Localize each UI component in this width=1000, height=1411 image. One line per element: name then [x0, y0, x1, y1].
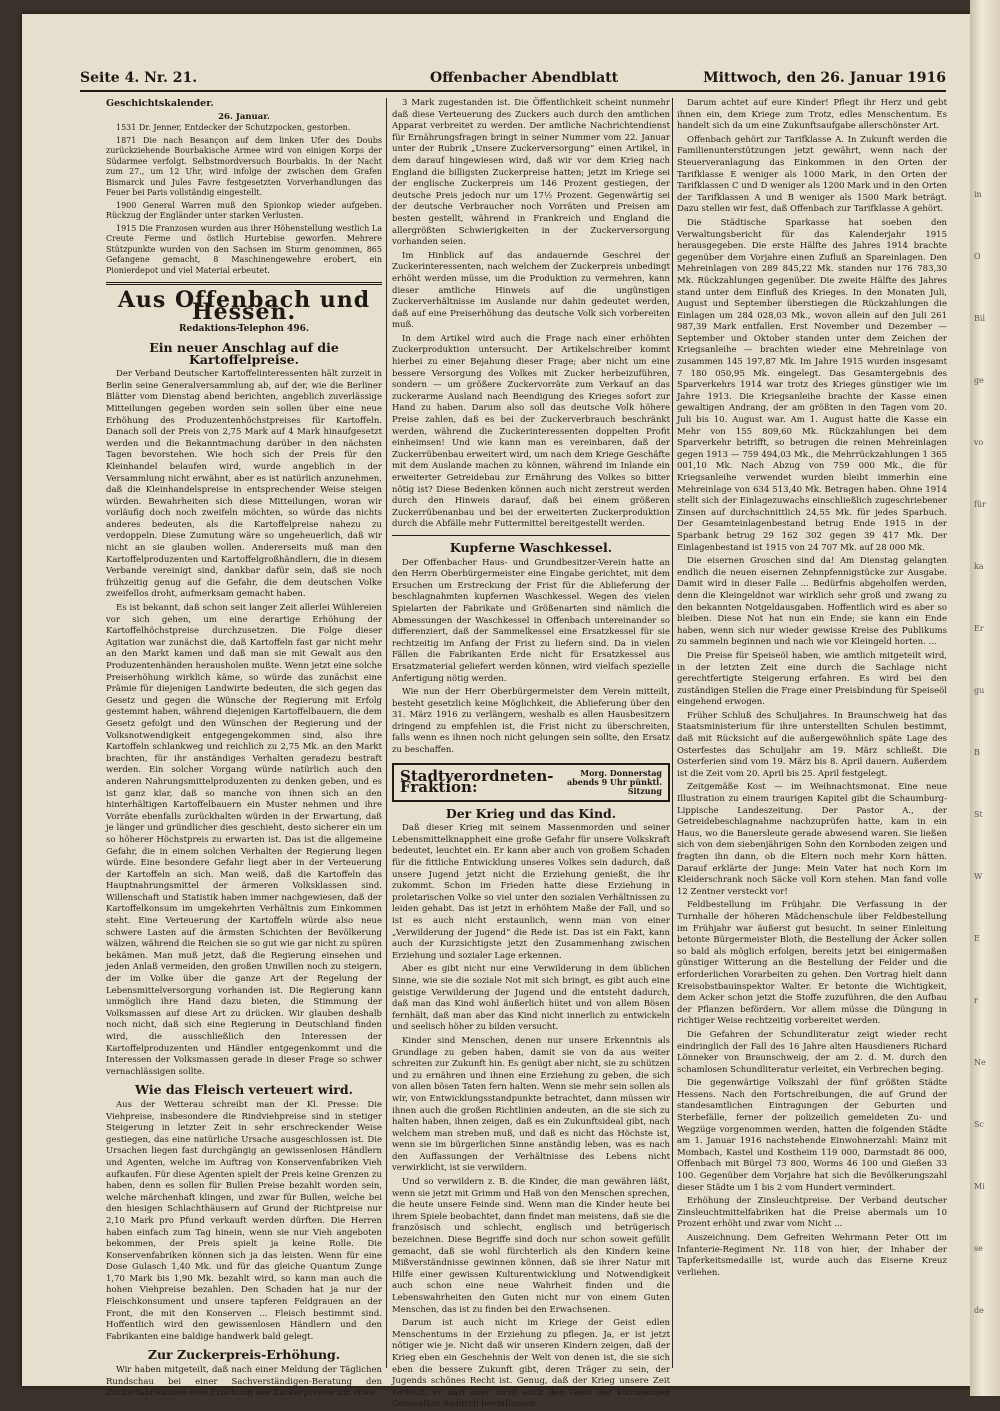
paragraph: Wir haben mitgeteilt, daß nach einer Meldung der Täglichen Rundschau bei einer Sachverständigen-Beratung den Zuckerfabrikanten eine Erhöhung des Zuckerpreises um etwa	[106, 1365, 382, 1399]
paragraph: Wie nun der Herr Oberbürgermeister dem Verein mitteilt, besteht gesetzlich keine Möglichkeit, die Ablieferung über den 31. März 1916 zu verlängern, weshalb es allen Hausbesitzern dringend zu empfehlen ist, die Frist nicht zu überschreiten, falls wenn es ihnen noch nicht gelungen sein sollte, den Ersatz zu beschaffen.	[392, 687, 670, 756]
spine-fragment: de	[974, 1306, 984, 1315]
paragraph: Die eisernen Groschen sind da! Am Dienstag gelangten endlich die neuen eisernen Zehnpfennigstücke zur Ausgabe. Damit wird in dieser Falle ... Bedürfnis abgeholfen werden, denn die Kleingeldnot war wirklich sehr groß und zwang zu den bekannten Notgeldausgaben. Hoffentlich wird es aber so bleiben. Diese Not hat nun ein Ende; sie kann ein Ende haben, wenn sich nur wieder gewisse Kreise des Publikums zu sammeln beginnen und nach wie vor Kleingeld horten. ...	[677, 556, 947, 648]
spine-fragment: ka	[974, 562, 984, 571]
spine-fragment: St	[974, 810, 983, 819]
article-body	[677, 98, 947, 1279]
spine-fragment: Mi	[974, 1182, 985, 1191]
spine-fragment: ge	[974, 376, 984, 385]
column-right	[677, 98, 947, 1368]
paragraph: 1915 Die Franzosen wurden aus ihrer Höhenstellung westlich La Creute Ferme und östlich Hurtebise geworfen. Mehrere Stützpunkte wurden von den Sachsen im Sturm genommen, 865 Gefangene gemacht, 8 Maschinengewehre erobert, ein Pionierdepot und viel Material erbeutet.	[106, 223, 382, 275]
paragraph: Und so verwildern z. B. die Kinder, die man gewähren läßt, wenn sie jetzt mit Grimm und Haß von den Menschen sprechen, die heute unsere Feinde sind. Wenn man die Kinder heute bei ihrem Spiele beobachtet, dann findet man meistens, daß sie die französisch und schlecht, englisch und betrügerisch bezeichnen. Diese Begriffe sind doch nur schon soweit gefüllt gemacht, daß sie wohl fürchterlich als den Kindern keine Mißverständnisse gewinnen können, daß sie ihrer Natur mit Hilfe einer gewissen Kulturentwicklung und Notwendigkeit auch schon eine neue Wahrheit finden und die Lebenswahrheiten den Guten nicht nur von einem Guten Menschen, das ist zu finden bei den Erwachsenen.	[392, 1177, 670, 1315]
paragraph: Die Preise für Speiseöl haben, wie amtlich mitgeteilt wird, in der letzten Zeit eine durch die Sachlage nicht gerechtfertigte Steigerung erfahren. Es wird bei den zuständigen Stellen die Frage einer Preisbindung für Speiseöl eingehend erwogen.	[677, 650, 947, 708]
announcement-note: Morg. Donnerstag abends 9 Uhr pünktl. Sitzung	[567, 767, 662, 796]
section-title: Aus Offenbach und Hessen.	[117, 287, 371, 325]
paragraph: Der Offenbacher Haus- und Grundbesitzer-Verein hatte an den Herrn Oberbürgermeister eine Eingabe gerichtet, mit dem Ersuchen um Erstreckung der Frist für die Ablieferung der beschlagnahmten kupfernen Waschkessel. Wegen des vielen Spielarten der Fabrikate und Größenarten sind nämlich die Abmessungen der Waschkessel in Offenbach untereinander so differenziert, daß der Sammelkessel eine Ersatzkessel für sie rechtzeitig im Anfang der Frist zu liefern sind. Da in vielen Fällen die Fabrikanten Erde nicht für Ersatzkessel aus Ersatzmaterial geliefert werden können, wird vielfach spezielle Anfertigung nötig werden.	[392, 557, 670, 684]
article-body	[392, 558, 670, 757]
spine-fragment: Sc	[974, 1120, 984, 1129]
kalender-date: 26. Januar.	[218, 111, 270, 122]
newspaper-name: Offenbacher Abendblatt	[430, 70, 619, 86]
article-body	[106, 1100, 382, 1343]
adjacent-page-edge	[970, 0, 1000, 1396]
article-body	[106, 369, 382, 1078]
paragraph: 3 Mark zugestanden ist. Die Öffentlichkeit scheint nunmehr daß diese Verteuerung des Zuckers auch durch den amtlichen Apparat verbreitet zu werden. Der amtliche Nachrichtendienst für Ernährungsfragen bringt in seiner Nummer vom 22. Januar unter der Rubrik „Unsere Zuckerversorgung“ einen Artikel, in dem darauf hingewiesen wird, daß wir vor dem Krieg nach England die billigsten Zuckerpreise hatten; jetzt im Kriege sei der englische Zuckerpreis um 146 Prozent gestiegen, der deutsche Preis jedoch nur um 17½ Prozent. Gegenwärtig sei der deutsche Verbraucher noch Vorräten und Preisen am besten gestellt, während in Frankreich und England die allergrößten Schwierigkeiten in der Zuckerversorgung vorhanden seien.	[392, 98, 670, 248]
article-body	[106, 1365, 382, 1400]
paragraph: Die Gefahren der Schundliteratur zeigt wieder recht eindringlich der Fall des 16 Jahre alten Hausdieners Richard Lönneker von Braunschweig, der am 2. d. M. durch den schamlosen Schundliteratur verleitet, ein Verbrechen beging.	[677, 1029, 947, 1075]
spine-fragment: in	[974, 190, 982, 199]
spine-fragment: W	[974, 872, 983, 881]
kalender-list	[106, 123, 382, 276]
paragraph: Zeitgemäße Kost — im Weihnachtsmonat. Eine neue Illustration zu einem traurigen Kapitel gibt die Schaumburg-Lippische Landeszeitung. Der Pastor A., der Getreidebeschlagnahme nachzuprüfen hatte, kam in ein Haus, wo die Bauersleute gerade abwesend waren. Sie ließen sich von dem siebenjährigen Sohn den Kornboden zeigen und fragten ihn dann, ob die Eltern noch mehr Korn hätten. Darauf erklärte der Junge: Mein Vater hat noch Korn im Kleiderschrank noch Säcke voll Korn stehen. Man fand volle 12 Zentner versteckt vor!	[677, 782, 947, 897]
paragraph: Aus der Wetterau schreibt man der Kl. Presse: Die Viehpreise, insbesondere die Rindviehpreise sind in stetiger Steigerung in letzter Zeit in sehr erschreckender Weise gestiegen, das eine natürliche Ursache ausgeschlossen ist. Die Ursachen liegen fast durchgängig an gewissenlosen Händlern und Agenten, welche im Auftrag von Konservenfabriken Vieh aufkaufen. Für diese Agenten spielt der Preis keine Grenzen zu haben, denn es sollen für Bullen Preise bezahlt worden sein, welche märchenhaft klingen, und zwar für Bullen, welche bei den hiesigen Schlachthäusern auf Grund der Richtpreise nur 2,10 Mark pro Pfund verkauft werden dürften. Die Herren haben einfach zum Tag hinein, wenn sie nur Vieh angeboten bekommen, der Preis spielt ja keine Rolle. Die Konservenfabriken können sich ja das leisten. Wenn für eine Dose Gulasch 1,40 Mk. und für das gleiche Quantum Zunge 1,70 Mark bis 1,90 Mk. bezahlt wird, so kann man auch die hohen Viehpreise bezahlen. Den Schaden hat ja nur der Fleischkonsument und unsere tapferen Feldgrauen an der Front, die mit den Konserven ... Fleisch bestimmt sind. Hoffentlich wird den gewissenlosen Händlern und den Fabrikanten eine baldige handwerk bald gelegt.	[106, 1099, 382, 1342]
spine-fragment: E	[974, 934, 980, 943]
paragraph: Auszeichnung. Dem Gefreiten Wehrmann Peter Ott im Infanterie-Regiment Nr. 118 von hier, der Inhaber der Tapferkeitsmedaille ist, wurde auch das Eiserne Kreuz verliehen.	[677, 1233, 947, 1278]
spine-fragment: Er	[974, 624, 984, 633]
spine-fragment: r	[974, 996, 978, 1005]
article-title: Ein neuer Anschlag auf die Kartoffelpreise.	[149, 339, 339, 367]
paragraph: Erhöhung der Zinsleuchtpreise. Der Verband deutscher Zinsleuchtmittelfabriken hat die Preise abermals um 10 Prozent erhöht und zwar vom Nicht ...	[677, 1196, 947, 1230]
spine-fragment: B	[974, 748, 980, 757]
divider	[392, 535, 670, 536]
paragraph: Feldbestellung im Frühjahr. Die Verfassung in der Turnhalle der höheren Mädchenschule über Feldbestellung im Frühjahr war äußerst gut besucht. In seiner Einleitung betonte Bürgermeister Bloth, die Bestellung der Äcker sollen so bald als möglich erfolgen, bereits jetzt bei einigermaßen günstiger Witterung an die Bestellung der Felder und die erforderlichen Vorarbeiten zu gehen. Den Vortrag hielt dann Kreisobstbauinspektor Walter. Er betonte die Wichtigkeit, dem Acker schon jetzt die Stoffe zuzuführen, die den Aufbau der Pflanzen befördern. Vor allem müsse die Düngung in richtiger Weise rechtzeitig vorbereitet werden.	[677, 900, 947, 1027]
paragraph: In dem Artikel wird auch die Frage nach einer erhöhten Zuckerproduktion untersucht. Der Artikelschreiber kommt hierbei zu einer Bejahung dieser Frage; aber nicht um eine bessere Versorgung des Volkes mit Zucker herbeizuführen, sondern — um größere Zuckervorräte zum Verkauf an das zuckerarme Ausland nach Beendigung des Krieges sofort zur Hand zu haben. Darum also soll das deutsche Volk höhere Preise zahlen, daß es bei der Zuckerverbrauch beschränkt werden, während die Zuckerinteressenten doppelten Profit einheimsen! Und wie kann man es vereinbaren, daß der Zuckerrübenbau erweitert wird, um nach dem Kriege Geschäfte mit dem Auslande machen zu können, während im Inlande ein erweiterter Getreidebau zur Ernährung des Volkes so bitter nötig ist? Diese Bedenken können auch nicht zerstreut werden durch den Hinweis darauf, daß bei einem größeren Zuckerrübenanbau und bei der erweiterten Zuckerproduktion durch die Abfälle mehr Futtermittel bereitgestellt werden.	[392, 333, 670, 530]
page-number: Seite 4. Nr. 21.	[80, 70, 198, 86]
paragraph: Die gegenwärtige Volkszahl der fünf größten Städte Hessens. Nach den Fortschreibungen, die auf Grund der standesamtlichen Eintragungen der Geburten und Sterbefälle, ferner der polizeilich gemeldeten Zu- und Wegzüge vorgenommen werden, hatten die folgenden Städte am 1. Januar 1916 nachstehende Einwohnerzahl: Mainz mit Mombach, Kastel und Kostheim 119 000, Darmstadt 86 000, Offenbach mit Bürgel 73 800, Worms 46 100 und Gießen 33 100. Gegenüber dem Vorjahre hat sich die Bevölkerungszahl dieser Städte um 1 bis 2 vom Hundert vermindert.	[677, 1078, 947, 1193]
article-body	[392, 823, 670, 1411]
redaktions-telefon: Redaktions-Telephon 496.	[179, 324, 309, 335]
announcement-title: Stadtverordneten-Fraktion:	[400, 766, 554, 797]
paragraph: 1531 Dr. Jenner, Entdecker der Schutzpocken, gestorben.	[116, 123, 351, 133]
article-body	[392, 98, 670, 531]
spine-fragment: O	[974, 252, 981, 261]
spine-fragment: vo	[974, 438, 984, 447]
spine-fragment: für	[974, 500, 986, 509]
column-left	[106, 98, 382, 1399]
paragraph: Im Hinblick auf das andauernde Geschrei der Zuckerinteressenten, nach welchem der Zuckerpreis unbedingt erhöht werden müsse, um die Produktion zu vermehren, kann dieser amtliche Hinweis auf die ungünstigen Zuckerverhältnisse im Auslande nur dahin gedeutet werden, daß auf eine Preiserhöhung das deutsche Volk sich vorbereiten muß.	[392, 250, 670, 331]
paragraph: Aber es gibt nicht nur eine Verwilderung in dem üblichen Sinne, wie sie die soziale Not mit sich bringt, es gibt auch eine geistige Verwilderung der Jugend und die entsteht dadurch, daß man das Kind wohl äußerlich hütet und von allem Bösen fernhält, daß man aber das Kind nicht innerlich zu entwickeln und seelisch höher zu bilden versucht.	[392, 964, 670, 1033]
spine-fragment: Ne	[974, 1058, 986, 1067]
spine-fragment: gu	[974, 686, 985, 695]
column-rule	[672, 98, 673, 1368]
article-title: Der Krieg und das Kind.	[445, 805, 617, 821]
article-title: Kupferne Waschkessel.	[449, 539, 613, 555]
spine-fragment: Bil	[974, 314, 985, 323]
paragraph: Die Städtische Sparkasse hat soeben den Verwaltungsbericht für das Kalenderjahr 1915 herausgegeben. Die erste Hälfte des Jahres 1914 brachte gegenüber dem Vorjahre einen Zufluß an Spareinlagen. Den Mehreinlagen von 289 845,22 Mk. standen nur 176 783,30 Mk. Rückzahlungen gegenüber. Die zweite Hälfte des Jahres stand unter dem Einfluß des Krieges. In den Monaten Juli, August und September überstiegen die Rückzahlungen die Einlagen um 284 028,03 Mk., wovon allein auf den Juli 261 987,39 Mark entfallen. Erst November und Dezember — September und Oktober standen unter dem Zeichen der Kriegsanleihe — brachten wieder eine Mehreinlage von zusammen 145 197,87 Mk. Im Jahre 1915 wurden insgesamt 7 180 050,95 Mk. eingelegt. Das Gesamtergebnis des Sparverkehrs 1914 war trotz des Krieges günstiger wie im Jahre 1913. Die Kriegsanleihe brachte der Kasse einen gewaltigen Andrang, der am größten in den Tagen vom 20. Juli bis 10. August war. Am 1. August hatte die Kasse ein Mehr von 155 809,60 Mk. Rückzahlungen bei dem Sparverkehr betrifft, so betrugen die reinen Mehreinlagen gegen 1913 — 759 494,03 Mk., die Mehrrückzahlungen 1 365 001,10 Mk. Nach Abzug von 759 000 Mk., die für Kriegsanleihe verwendet wurden bleibt immerhin eine Mehreinlage von 634 513,40 Mk. Betragen haben. Ohne 1914 stellt sich der Einlagezuwachs einschließlich zugeschriebener Zinsen auf durchschnittlich 24,55 Mk. für jedes Sparbuch. Der Gesamteinlagenbestand betrug Ende 1915 in der Sparbank betrug 29 162 302 gegen 39 417 Mk. Der Einlagenbestand ist 1915 von 24 707 Mk. auf 28 000 Mk.	[677, 217, 947, 553]
issue-date: Mittwoch, den 26. Januar 1916	[703, 70, 946, 86]
paragraph: Früher Schluß des Schuljahres. In Braunschweig hat das Staatsministerium für ihre unterstellten Schulen bestimmt, daß mit Rücksicht auf die außergewöhnlich späte Lage des Osterfestes das Schuljahr am 19. März schließt. Die Osterferien sind vom 19. März bis 8. April dauern. Außerdem ist die Zeit vom 20. April bis 25. April festgelegt.	[677, 710, 947, 779]
paragraph: Der Verband Deutscher Kartoffelinteressenten hält zurzeit in Berlin seine Generalversammlung ab, auf der, wie die Berliner Blätter vom Dienstag abend berichten, angeblich zuverlässige Mitteilungen gegeben worden sein sollen über eine neue Erhöhung des Produzentenhöchstpreises für Kartoffeln. Danach soll der Preis von 2,75 Mark auf 4 Mark hinaufgesetzt werden und die Bekanntmachung darüber in den nächsten Tagen bevorstehen. Wie hoch sich der Preis für den Kleinhandel belaufen wird, wurde angeblich in der Versammlung nicht erwähnt, aber es ist natürlich anzunehmen, daß die Kleinhandelspreise in entsprechender Weise steigen würden. Bewahrheiten sich diese Mitteilungen, woran wir vorläufig doch noch zweifeln möchten, so würde das nichts anderes bedeuten, als die Kartoffelpreise nahezu zu verdoppeln. Diese Zumutung wäre so ungeheuerlich, daß wir nicht an sie glauben wollen. Andererseits muß man den Kartoffelproduzenten und Kartoffelgroßhändlern, die in diesem Verbande vereinigt sind, dankbar dafür sein, daß sie noch frühzeitig genug auf die Gefahr, die dem deutschen Volke zweifellos droht, aufmerksam gemacht haben.	[106, 369, 382, 600]
column-rule	[386, 98, 387, 1368]
spine-fragment: se	[974, 1244, 983, 1253]
divider	[106, 282, 382, 285]
paragraph: 1900 General Warren muß den Spionkop wieder aufgeben. Rückzug der Engländer unter starken Verlusten.	[106, 200, 382, 221]
paragraph: 1871 Die nach Besançon auf dem linken Ufer des Doubs zurückziehende Bourbakische Armee wird von einigen Korps der Südarmee verfolgt. Selbstmordversuch Bourbakis. In der Nacht zum 27., um 12 Uhr, wird infolge der zwischen dem Grafen Bismarck und Jules Favre festgesetzten Vorverhandlungen das Feuer bei Paris vollständig eingestellt.	[106, 135, 382, 198]
paragraph: Kinder sind Menschen, denen nur unsere Erkenntnis als Grundlage zu geben haben, damit sie von da aus weiter schreiten zur Zukunft hin. Es genügt aber nicht, sie zu schützen und zu ernähren und ihnen eine Erziehung zu geben, die sich von allen bösen Taten fern halten. Wenn sie mehr sein sollen als wir, von Entwicklungsstandpunkte betrachtet, dann müssen wir ihnen auch die großen Richtlinien andeuten, an die sie sich zu halten haben, ihnen zeigen, daß es ein Zukunftsideal gibt, nach welchem man streben muß, und daß es nicht das Höchste ist, wenn sie im bürgerlichen Sinne anständig leben, was es nach den Auffassungen der Verhältnisse des Lebens nicht verwirklicht, ist sie verwildern.	[392, 1035, 670, 1174]
article-title: Zur Zuckerpreis-Erhöhung.	[147, 1347, 341, 1363]
paragraph: Darum achtet auf eure Kinder! Pflegt ihr Herz und gebt ihnen ein, dem Kriege zum Trotz, edles Menschentum. Es handelt sich da um eine Zukunftsaufgabe allerschönster Art.	[677, 98, 947, 132]
paragraph: Darum ist auch nicht im Kriege der Geist edlen Menschentums in der Erziehung zu pflegen. Ja, er ist jetzt nötiger wie je. Nicht daß wir unseren Kindern zeigen, daß der Krieg eben ein Geschehnis der Welt von denen ist, die sie sich eben die bessere Zukunft gibt, deren Träger zu sein, der Jugends schönes Recht ist. Genug, daß der Krieg unsere Zeit zerfetzt, er darf aber nicht auch den Geist der kommenden Generation dadurch beeinflussen.	[392, 1318, 670, 1410]
article-title: Wie das Fleisch verteuert wird.	[135, 1082, 353, 1098]
newspaper-page	[22, 14, 970, 1410]
page-header	[80, 68, 946, 92]
column-middle	[392, 98, 670, 1410]
paragraph: Es ist bekannt, daß schon seit langer Zeit allerlei Wühlereien vor sich gehen, um eine derartige Erhöhung der Kartoffelhöchstpreise durchzusetzen. Die Folge dieser Agitation war zunächst die, daß Kartoffeln fast gar nicht mehr an den Markt kamen und daß man sie mit Gewalt aus den Produzentenhänden herausholen mußte. Wenn jetzt eine solche Preiserhöhung wirklich käme, so würde das zunächst eine Prämie für diejenigen Landwirte bedeuten, die sich gegen das Gesetz und gegen die Wünsche der Regierung mit Erfolg gestemmt haben, während diejenigen Kartoffelbauern, die dem Gesetz gefolgt und den Wünschen der Regierung und der Volksnotwendigkeit entgegengekommen sind, also ihre Kartoffeln schlankweg und reichlich zu 2,75 Mk. an den Markt brachten, für ihr anständiges Verhalten geradezu bestraft werden. Ein solcher Vorgang würde natürlich auch den anderen Nahrungsmittelproduzenten zu denken geben, und es ist ganz klar, daß so manche von ihnen sich an den hinterhältigen Kartoffelbauern ein Muster nehmen und ihre Vorräte ebenfalls zurückhalten würden in der Erwartung, daß je länger und gründlicher dies geschieht, desto sicherer ein um so höherer Höchstpreis zu erwarten ist. Das ist die allgemeine Gefahr, die in einem solchen Verhalten der Regierung liegen würde. Eine besondere Gefahr liegt aber in der Verteuerung der Kartoffeln an sich. Man weiß, daß die Kartoffeln das Hauptnahrungsmittel der ärmeren Volksklassen sind. Willenschaft und Statistik haben immer nachgewiesen, daß der Kartoffelkonsum im umgekehrten Verhältnis zum Einkommen steht. Eine Verteuerung der Kartoffeln würde also neue schwere Lasten auf die ärmsten Schichten der Bevölkerung wälzen, während die Reichen sie so gut wie gar nicht zu spüren bekämen. Man muß jetzt, daß die Regierung einsehen und jeden Anlaß vermeiden, den großen Unwillen noch zu steigern, der im Volke über die ganze Art der Regelung der Lebensmittelversorgung vorhanden ist. Die Regierung kann unmöglich ihre Hand dazu bieten, die Stimmung der Volksmassen auf diese Art zu drücken. Wir glauben deshalb noch nicht, daß sich eine Regierung in Deutschland finden wird, die ausschließlich den Interessen der Kartoffelproduzenten und Händler entgegenkommt und die Interessen der Volksmassen gerade in dieser Frage so schwer vernachlässigen sollte.	[106, 603, 382, 1077]
announcement-box	[392, 763, 670, 802]
kalender-title: Geschichtskalender.	[106, 98, 214, 109]
paragraph: Daß dieser Krieg mit seinem Massenmorden und seiner Lebensmittelknappheit eine große Gefahr für unsere Volkskraft bedeutet, leuchtet ein. Er kann aber auch von großem Schaden für die fittliche Entwicklung unseres Volkes sein dadurch, daß unsere Jugend jetzt nicht die Erziehung genießt, die ihr zukommt. Schon im Frieden hatte diese Erziehung in proletarischen Volke so viel unter den sozialen Verhältnissen zu leiden gehabt. Das ist jetzt in erhöhtem Maße der Fall, und so ist es auch nicht erstaunlich, wenn man von einer „Verwilderung der Jugend“ die Rede ist. Das ist ein Fakt, kann auch der Kurzsichtigste jetzt den Zusammenhang zwischen Erziehung und sozialer Lage erkennen.	[392, 823, 670, 961]
paragraph: Offenbach gehört zur Tarifklasse A. In Zukunft werden die Familienunterstützungen jetzt gewährt, wenn nach der Steuerveranlagung das Einkommen in den Orten der Tarifklasse E weniger als 1000 Mark, in den Orten der Tarifklassen C und D weniger als 1200 Mark und in den Orten der Tarifklassen A und B weniger als 1500 Mark beträgt. Dazu stellen wir fest, daß Offenbach zur Tarifklasse A gehört.	[677, 134, 947, 215]
